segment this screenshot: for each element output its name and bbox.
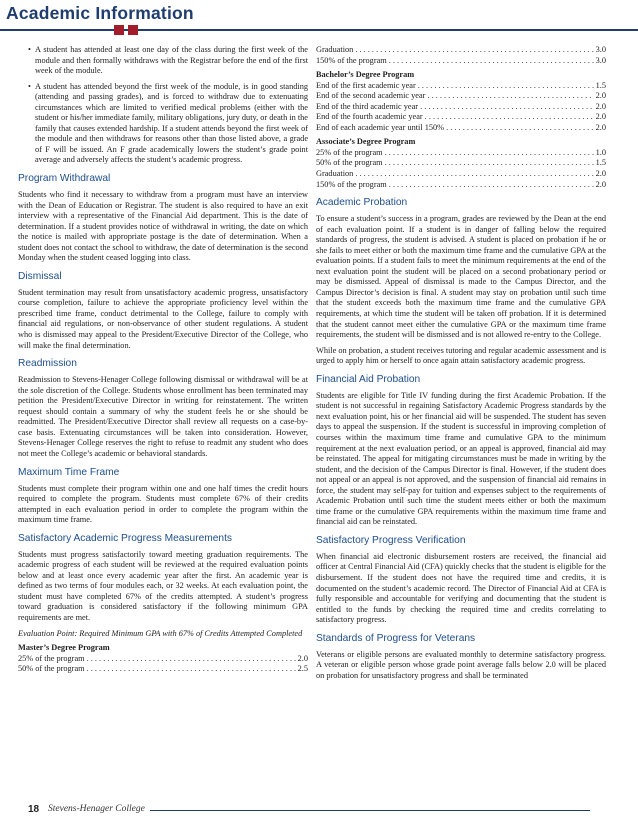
gpa-row-label: End of the third academic year [316, 101, 419, 111]
left-column [18, 45, 308, 679]
gpa-row [316, 91, 606, 102]
bachelors-title: Bachelor’s Degree Program [316, 70, 415, 80]
gpa-row-label: Graduation [316, 45, 354, 54]
gpa-row-value: 2.0 [595, 169, 606, 179]
gpa-row-label: 50% of the program [316, 158, 383, 168]
bullet-item: • A student has attended beyond the first week of the module, is in good standing (attending and passing grades), and is forced to withdraw due to extenuating circumstances which are limited to verified medical problems (either with the student or his/her immediate family, military obligations, jury duty, or death in the family that causes extended hardship. If a student attends beyond the first week of the module and then withdraws for reasons other than those listed above, a grade of F will be issued. An F grade academically lowers the student’s grade point average and adversely affects the student’s academic progress. [28, 82, 308, 166]
gpa-row [18, 654, 308, 665]
dot-leader [425, 112, 594, 123]
gpa-row-label: 50% of the program [18, 664, 85, 674]
gpa-row-value: 3.0 [595, 55, 606, 65]
evaluation-point-note: Evaluation Point: Required Minimum GPA with 67% of Credits Attempted Completed [18, 628, 303, 638]
gpa-row-label: 150% of the program [316, 179, 387, 189]
gpa-row-label: 150% of the program [316, 55, 387, 65]
dismissal-text: Student termination may result from unsatisfactory academic progress, unsatisfactory course completion, failure to achieve the appropriate proficiency level within the prescribed time frame, conduct detrimental to the College, failure to comply with financial aid regulations, or non-observance of other student regulations. A student who is dismissed may appeal to the President/Executive Director of the College, who will make the final determination. [18, 287, 308, 350]
page-header [0, 0, 638, 38]
gpa-row [18, 664, 308, 675]
section-heading-dismissal: Dismissal [18, 270, 62, 282]
bachelors-gpa-table [316, 70, 606, 133]
gpa-row [316, 158, 606, 169]
dot-leader [87, 654, 296, 665]
section-heading-sap: Satisfactory Academic Progress Measurements [18, 532, 233, 544]
masters-title: Master’s Degree Program [18, 643, 110, 653]
masters-gpa-table [18, 643, 308, 675]
section-heading-academic-probation: Academic Probation [316, 197, 408, 209]
dot-leader [446, 123, 594, 134]
academic-probation-text: To ensure a student’s success in a program, grades are reviewed by the Dean at the end of each evaluation point. If a student is in danger of falling below the required standards of progress, the student is advised. A student is placed on probation if he or she fails to meet either or both the maximum time frame and the cumulative GPA at the evaluation points. If a student fails to meet the minimum requirements at the end of the next evaluation point the student will be placed on a second probationary period or may be dismissed. Appeal of dismissal is made to the Campus Director, and the Campus Director’s decision is final. A student may stay on probation until such time that the student exceeds both the maximum time frame and the cumulative GPA requirements, at which time the student will be taken off probation. If it is determined that the student cannot meet either the cumulative GPA or the maximum time frame requirements, the student will be dismissed and is not allowed re-entry to the College. [316, 214, 607, 340]
gpa-row-label: 25% of the program [18, 653, 85, 663]
gpa-row-value: 2.0 [595, 122, 606, 132]
gpa-row [316, 102, 606, 113]
gpa-row-value: 3.0 [595, 45, 606, 54]
gpa-row [316, 148, 606, 159]
sap-text: Students must progress satisfactorily toward meeting graduation requirements. The academic progress of each student will be reviewed at the required evaluation points below and at least once every academic year after the first. An academic year is defined as two terms of four modules each, or 32 weeks. At each evaluation point, the student must have completed 67% of the credits attempted. A student’s progress toward graduation is considered satisfactory if the following minimum GPA requirements are met. [18, 549, 308, 622]
gpa-row-label: Graduation [316, 169, 354, 179]
gpa-row [316, 123, 606, 134]
page-number: 18 [28, 804, 40, 815]
section-heading-veterans: Standards of Progress for Veterans [316, 632, 476, 644]
page-footer [0, 800, 638, 826]
dot-leader [355, 169, 593, 180]
gpa-row-label: 25% of the program [316, 147, 383, 157]
dot-leader [389, 180, 594, 191]
dot-leader [389, 56, 594, 67]
dot-leader [355, 45, 593, 56]
gpa-row-label: End of the first academic year [316, 80, 416, 90]
veterans-text: Veterans or eligible persons are evaluated monthly to determine satisfactory progress. A veteran or eligible person whose grade point average falls below 2.0 will be placed on probation for unsatisfactory progress and shall be terminated [316, 649, 606, 680]
gpa-row [316, 169, 606, 180]
gpa-row-value: 2.0 [595, 101, 606, 111]
section-heading-max-time-frame: Maximum Time Frame [18, 466, 120, 478]
gpa-row-value: 2.0 [297, 653, 308, 663]
gpa-row [316, 81, 606, 92]
section-heading-financial-aid-probation: Financial Aid Probation [316, 373, 421, 385]
header-accent-block [128, 25, 138, 35]
max-time-frame-text: Students must complete their program within one and one half times the credit hours required to complete the program. Students must complete 67% of their credits attempted in each evaluation period in order to complete the program within the maximum time frame. [18, 483, 308, 525]
gpa-row-value: 1.0 [595, 147, 606, 157]
gpa-row-label: End of the second academic year [316, 91, 426, 101]
readmission-text: Readmission to Stevens-Henager College following dismissal or withdrawal will be at the sole discretion of the College. Students whose enrollment has been terminated may petition the President/Executive Director in writing for reinstatement. The written request should contain a summary of why the student feels he or she should be readmitted. The President/Executive Director shall review all requests on a case-by-case basis. Extenuating circumstances will be taken into consideration. However, Stevens-Henager College reserves the right to refuse to readmit any student who does not meet the College’s academic or behavioral standards. [18, 375, 308, 458]
dot-leader [427, 91, 593, 102]
gpa-row-value: 2.0 [595, 91, 606, 101]
gpa-row [316, 180, 606, 191]
gpa-row [316, 56, 606, 67]
associates-title: Associate’s Degree Program [316, 137, 416, 147]
program-withdrawal-text: Students who find it necessary to withdraw from a program must have an interview with the Dean of Education or Registrar. The student is also required to have an exit interview with a representative of the Financial Aid department. This is the date of determination. If a student provides notice of withdrawal in writing, the date on which the notice is mailed with appropriate postage is the date of determination. When a student does not contact the school to withdraw, the date of determination is the second Monday when the student ceased logging into class. [18, 190, 308, 263]
gpa-row-value: 2.0 [595, 179, 606, 189]
bullet-item: • A student has attended at least one day of the class during the first week of the module and then formally withdraws with the Registrar before the end of the first week of the module. [28, 45, 308, 77]
dot-leader [385, 158, 594, 169]
header-rule [0, 29, 638, 31]
section-heading-program-withdrawal: Program Withdrawal [18, 173, 111, 185]
associates-gpa-table [316, 137, 606, 190]
gpa-row-value: 2.0 [595, 112, 606, 122]
right-column [316, 45, 606, 686]
gpa-row-label: End of the fourth academic year [316, 112, 423, 122]
gpa-row-label: End of each academic year until 150% [316, 122, 445, 132]
footer-college-name: Stevens-Henager College [48, 804, 145, 814]
gpa-row-value: 1.5 [595, 158, 606, 168]
financial-aid-probation-text: Students are eligible for Title IV funding during the first Academic Probation. If the student is not successful in regaining Satisfactory Academic Progress standards by the next evaluation point, his or her financial aid will be suspended. The student has seven days to appeal the suspension. If the student is successful in improving completion of courses within the maximum time frame and cumulative GPA to the minimum requirement at the next evaluation period, or an appeal is approved, financial aid may be reinstated. The appeal for mitigating circumstances must be made in writing by the student, and the decision of the Campus Director is final. However, if the student does not appeal or an appeal is not approved, and the suspension of financial aid remains in force, the student may self-pay for tuition and expenses subject to the requirements of Academic Probation until such time the student meets either or both the maximum time frame or the cumulative GPA requirements within the maximum time frame and financial aid can be reinstated. [316, 390, 606, 527]
page-title: Academic Information [6, 3, 194, 23]
dot-leader [385, 148, 594, 159]
gpa-row [316, 45, 606, 56]
section-heading-readmission: Readmission [18, 358, 77, 370]
gpa-row-value: 2.5 [297, 664, 308, 674]
gpa-row [316, 112, 606, 123]
dot-leader [418, 81, 594, 92]
gpa-row-value: 1.5 [595, 80, 606, 90]
header-accent-block [114, 25, 124, 35]
dot-leader [420, 102, 594, 113]
footer-rule [150, 810, 590, 811]
academic-probation-text-2: While on probation, a student receives tutoring and regular academic assessment and is urged to apply him or herself to once again attain satisfactory academic progress. [316, 345, 606, 366]
dot-leader [87, 664, 296, 675]
withdrawal-bullet-list [18, 45, 308, 166]
section-heading-sp-verification: Satisfactory Progress Verification [316, 534, 466, 546]
sp-verification-text: When financial aid electronic disbursement rosters are received, the financial aid officer at Central Financial Aid (CFA) quickly checks that the student is eligible for the disbursement. If the student does not have the required time and credits, it is documented on the student’s academic record. The Director of Financial Aid at CFA is fully responsible and accountable for verifying and documenting that the student is entitled to the funds by checking the required time and credits correlating to satisfactory progress. [316, 551, 606, 625]
masters-gpa-table-continued [316, 45, 606, 66]
